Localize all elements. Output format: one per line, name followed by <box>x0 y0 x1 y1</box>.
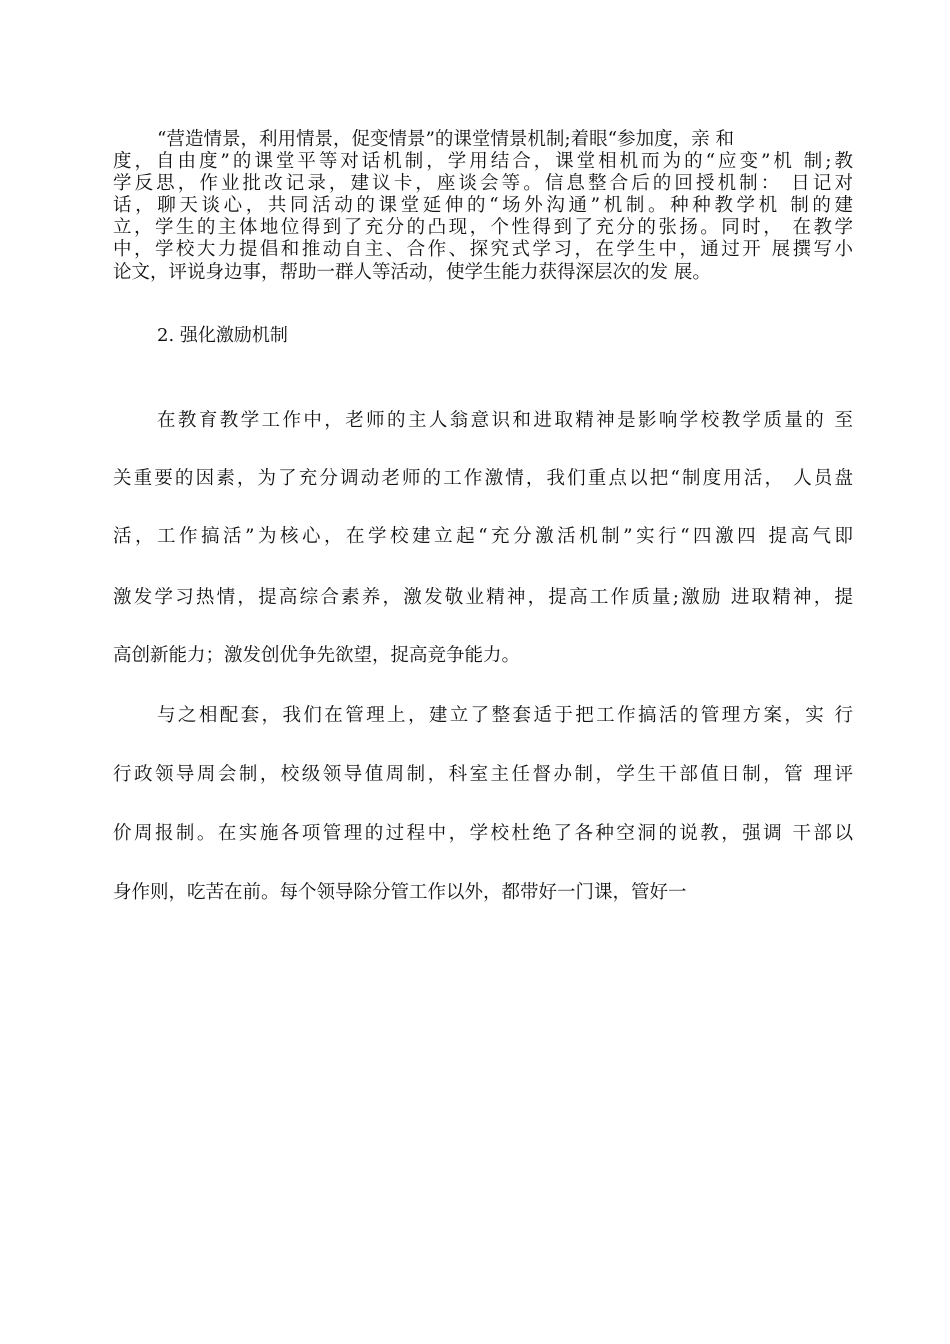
text-line: 度，自由度”的课堂平等对话机制，学用结合，课堂相机而为的“应变”机 制;教 <box>113 151 853 172</box>
text-line: 身作则，吃苦在前。每个领导除分管工作以外，都带好一门课，管好一 <box>113 882 687 903</box>
text-line: 活，工作搞活”为核心，在学校建立起“充分激活机制”实行“四激四 提高气即 <box>113 526 853 547</box>
text-line: 论文，评说身边事，帮助一群人等活动，使学生能力获得深层次的发 展。 <box>113 262 711 283</box>
text-line: 行政领导周会制，校级领导值周制，科室主任督办制，学生干部值日制，管 理评 <box>113 764 853 785</box>
text-line: 话，聊天谈心，共同活动的课堂延伸的“场外沟通”机制。种种教学机 制的建 <box>113 195 853 216</box>
text-line: 与之相配套，我们在管理上，建立了整套适于把工作搞活的管理方案，实 行 <box>157 705 853 726</box>
text-line: 价周报制。在实施各项管理的过程中，学校杜绝了各种空洞的说教，强调 干部以 <box>113 823 853 844</box>
text-line: 在教育教学工作中，老师的主人翁意识和进取精神是影响学校教学质量的 至 <box>157 410 853 431</box>
text-line: “营造情景，利用情景，促变情景”的课堂情景机制;着眼“参加度，亲 和 <box>157 129 734 150</box>
text-line: 中，学校大力提倡和推动自主、合作、探究式学习，在学生中，通过开 展撰写小 <box>113 239 853 260</box>
text-line: 关重要的因素，为了充分调动老师的工作激情，我们重点以把“制度用活， 人员盘 <box>113 468 853 489</box>
text-line: 立，学生的主体地位得到了充分的凸现，个性得到了充分的张扬。同时， 在教学 <box>113 217 853 238</box>
text-line: 激发学习热情，提高综合素养，激发敬业精神，提高工作质量;激励 进取精神，提 <box>113 587 853 608</box>
text-line: 学反思，作业批改记录，建议卡，座谈会等。信息整合后的回授机制： 日记对 <box>113 173 853 194</box>
text-line: 高创新能力；激发创优争先欲望，捉高竞争能力。 <box>113 645 521 666</box>
section-heading: 2. 强化激励机制 <box>157 325 288 346</box>
